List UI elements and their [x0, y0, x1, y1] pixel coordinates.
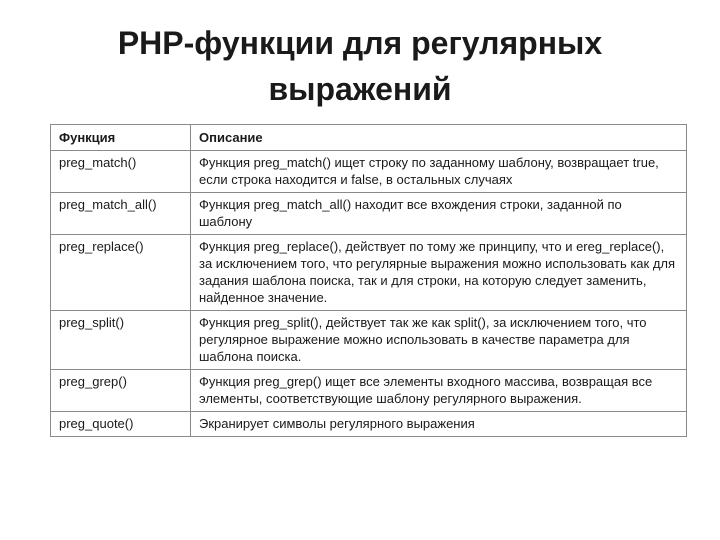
table-row	[51, 370, 687, 412]
slide-title	[0, 20, 720, 112]
function-description-cell: Экранирует символы регулярного выражения	[191, 412, 687, 437]
function-description-cell: Функция preg_match_all() находит все вхождения строки, заданной по шаблону	[191, 193, 687, 235]
table-row	[51, 151, 687, 193]
function-name-cell: preg_match()	[51, 151, 191, 193]
table-row	[51, 311, 687, 370]
function-name-cell: preg_grep()	[51, 370, 191, 412]
functions-table	[50, 124, 687, 437]
function-description-cell: Функция preg_match() ищет строку по заданному шаблону, возвращает true, если строка находится и false, в остальных случаях	[191, 151, 687, 193]
function-description-cell: Функция preg_grep() ищет все элементы входного массива, возвращая все элементы, соответствующие шаблону регулярного выражения.	[191, 370, 687, 412]
function-description-cell: Функция preg_split(), действует так же как split(), за исключением того, что регулярное выражение можно использовать в качестве параметра для шаблона поиска.	[191, 311, 687, 370]
header-function: Функция	[51, 125, 191, 151]
function-name-cell: preg_replace()	[51, 235, 191, 311]
function-name-cell: preg_quote()	[51, 412, 191, 437]
function-description-cell: Функция preg_replace(), действует по тому же принципу, что и ereg_replace(), за исключением того, что регулярные выражения можно использовать как для задания шаблона поиска, так и для строки, на которую следует заменить, найденное значение.	[191, 235, 687, 311]
table-row	[51, 193, 687, 235]
function-name-cell: preg_match_all()	[51, 193, 191, 235]
slide-title-line-2: выражений	[268, 71, 452, 107]
function-name-cell: preg_split()	[51, 311, 191, 370]
table-row	[51, 412, 687, 437]
header-description: Описание	[191, 125, 687, 151]
table-row	[51, 235, 687, 311]
table-header-row	[51, 125, 687, 151]
slide-title-line-1: PHP-функции для регулярных	[117, 25, 603, 61]
